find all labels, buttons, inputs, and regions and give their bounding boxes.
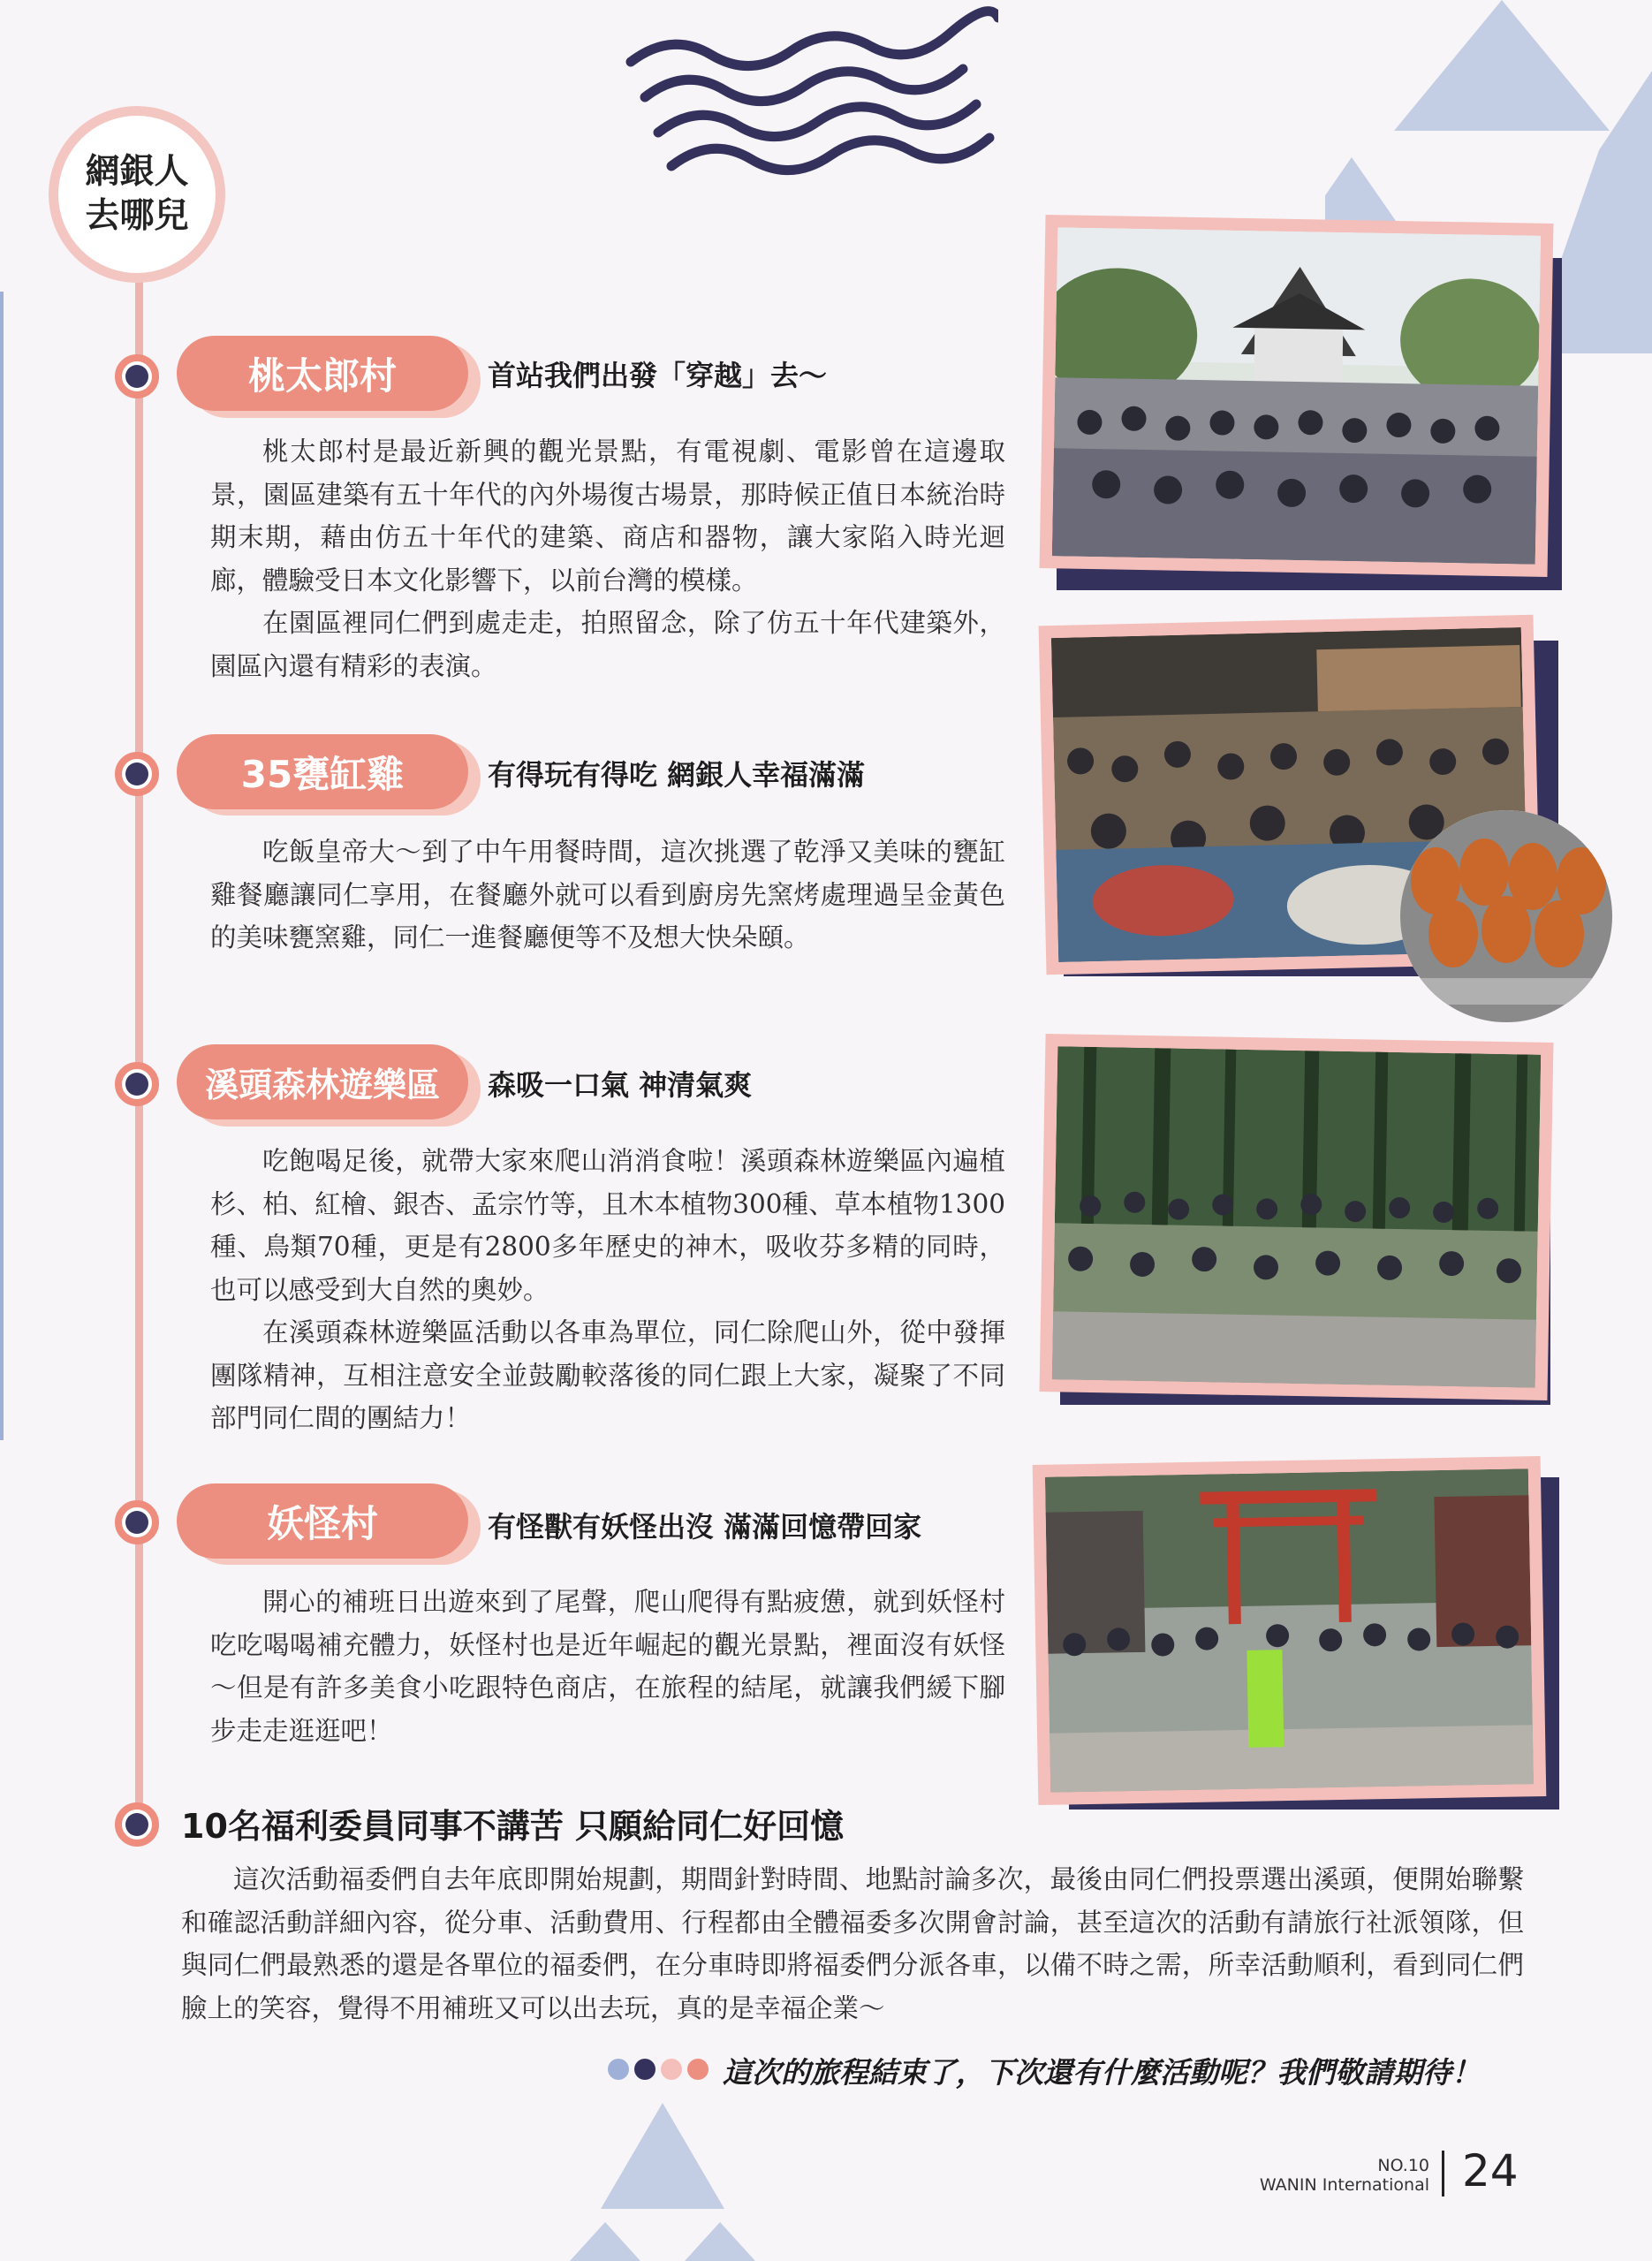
timeline-node-icon	[115, 1500, 159, 1544]
issue-number: NO.10	[1377, 2156, 1429, 2175]
section-title-pill: 妖怪村	[177, 1483, 468, 1559]
section-title-pill: 溪頭森林遊樂區	[177, 1044, 468, 1119]
section-body	[210, 1140, 1005, 1440]
section-subtitle: 森吸一口氣 神清氣爽	[488, 1068, 753, 1102]
dot-icon	[687, 2059, 709, 2080]
paragraph: 在園區裡同仁們到處走走，拍照留念，除了仿五十年代建築外，園區內還有精彩的表演。	[210, 608, 1005, 681]
magazine-brand: WANIN International	[1259, 2175, 1429, 2195]
left-edge-stripe	[0, 292, 4, 1440]
dot-icon	[608, 2059, 629, 2080]
timeline-node-icon	[115, 354, 159, 398]
badge-line-1: 網銀人	[85, 152, 189, 192]
footer-divider	[1442, 2151, 1444, 2197]
section-body	[210, 430, 1005, 687]
paragraph: 開心的補班日出遊來到了尾聲，爬山爬得有點疲憊，就到妖怪村吃吃喝喝補充體力，妖怪村也是近年崛起的觀光景點，裡面沒有妖怪～但是有許多美食小吃跟特色商店，在旅程的結尾，就讓我們緩下腳步走走逛逛吧！	[210, 1587, 1005, 1746]
section-body	[210, 1581, 1005, 1752]
dot-icon	[661, 2059, 682, 2080]
magazine-info	[1201, 2156, 1429, 2195]
closing-tagline: 這次的旅程結束了，下次還有什麼活動呢？我們敬請期待！	[723, 2055, 1481, 2090]
dot-icon	[634, 2059, 655, 2080]
section-subtitle: 有怪獸有妖怪出沒 滿滿回憶帶回家	[488, 1510, 922, 1544]
roast-chicken-inset	[1400, 810, 1612, 1022]
group-photo-torii	[1045, 1468, 1534, 1792]
section-badge	[49, 106, 225, 283]
paragraph: 這次活動福委們自去年底即開始規劃，期間針對時間、地點討論多次，最後由同仁們投票選出溪頭，便開始聯繫和確認活動詳細內容，從分車、活動費用、行程都由全體福委多次開會討論，甚至這次的活動有請旅行社派領隊，但與同仁們最熟悉的還是各單位的福委們，在分車時即將福委們分派各車，以備不時之需，所幸活動順利，看到同仁們臉上的笑容，覺得不用補班又可以出去玩，真的是幸福企業～	[181, 1864, 1524, 2023]
section-body	[210, 831, 1005, 960]
timeline-line	[135, 265, 143, 1820]
timeline-node-icon	[115, 752, 159, 796]
section-title-pill: 35甕缸雞	[177, 734, 468, 809]
wave-decoration	[618, 0, 998, 177]
triangle-decoration	[565, 2103, 760, 2261]
timeline-node-icon	[115, 1062, 159, 1106]
section-subtitle: 首站我們出發「穿越」去～	[488, 359, 828, 392]
paragraph: 吃飯皇帝大～到了中午用餐時間，這次挑選了乾淨又美味的甕缸雞餐廳讓同仁享用，在餐廳外就可以看到廚房先窯烤處理過呈金黃色的美味甕窯雞，同仁一進餐廳便等不及想大快朵頤。	[210, 837, 1005, 952]
page-number: 24	[1462, 2145, 1519, 2197]
photo-yokai-village	[1033, 1456, 1547, 1805]
paragraph: 在溪頭森林遊樂區活動以各車為單位，同仁除爬山外，從中發揮團隊精神，互相注意安全並鼓勵較落後的同仁跟上大家，凝聚了不同部門同仁間的團結力！	[210, 1317, 1005, 1433]
section-subtitle: 有得玩有得吃 網銀人幸福滿滿	[488, 758, 866, 792]
group-photo-forest	[1052, 1046, 1541, 1387]
photo-momotaro-village	[1040, 215, 1554, 577]
closing-body	[181, 1858, 1524, 2030]
paragraph: 桃太郎村是最近新興的觀光景點，有電視劇、電影曾在這邊取景，園區建築有五十年代的內外場復古場景，那時候正值日本統治時期末期，藉由仿五十年代的建築、商店和器物，讓大家陷入時光迴廊，體驗受日本文化影響下，以前台灣的模樣。	[210, 436, 1005, 596]
group-photo-castle	[1052, 227, 1541, 564]
photo-xitou-forest	[1040, 1034, 1554, 1400]
paragraph: 吃飽喝足後，就帶大家來爬山消消食啦！溪頭森林遊樂區內遍植杉、柏、紅檜、銀杏、孟宗竹等，且木本植物300種、草本植物1300種、鳥類70種，更是有2800多年歷史的神木，吸收芬多精的同時，也可以感受到大自然的奧妙。	[210, 1146, 1005, 1305]
badge-line-2: 去哪兒	[85, 196, 189, 236]
section-title-pill: 桃太郎村	[177, 336, 468, 411]
closing-title: 10名福利委員同事不講苦 只願給同仁好回憶	[181, 1807, 845, 1846]
timeline-node-icon	[115, 1802, 159, 1847]
